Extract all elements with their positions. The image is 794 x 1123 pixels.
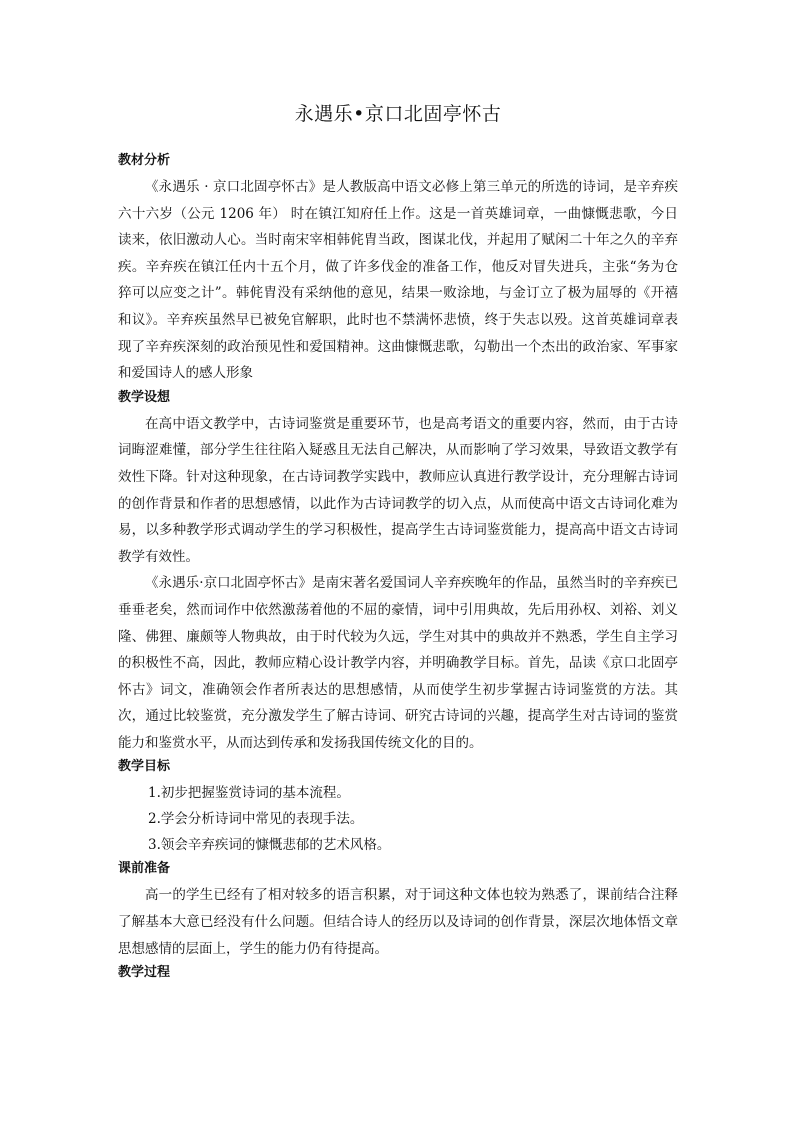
goal-item-2: 2.学会分析诗词中常见的表现手法。 — [148, 811, 364, 828]
document-page — [118, 100, 678, 986]
section-process — [118, 962, 678, 984]
section-heading-prep: 课前准备 — [118, 861, 171, 877]
goal-item-3: 3.领会辛弃疾词的慷慨悲郁的艺术风格。 — [148, 837, 391, 854]
section-prep — [118, 858, 678, 962]
section-heading-goals: 教学目标 — [118, 759, 171, 775]
section-heading-design: 教学设想 — [118, 389, 171, 405]
design-paragraph-2: 《永遇乐·京口北固亭怀古》是南宋著名爱国词人辛弃疾晚年的作品，虽然当时的辛弃疾已垂垂老矣，然而词作中依然激荡着他的不屈的豪情，词中引用典故，先后用孙权、刘裕、刘义隆、佛狸、廉颇等人物典故，由于时代较为久远，学生对其中的典故并不熟悉，学生自主学习的积极性不高，因此，教师应精心设计教学内容，并明确教学目标。首先，品读《京口北固亭怀古》词文，准确领会作者所表达的思想感情，从而使学生初步掌握古诗词鉴赏的方法。其次，通过比较鉴赏，充分激发学生了解古诗词、研究古诗词的兴趣，提高学生对古诗词的鉴赏能力和鉴赏水平，从而达到传承和发扬我国传统文化的目的。 — [118, 575, 678, 751]
section-design — [118, 387, 678, 757]
section-goals — [118, 756, 678, 858]
section-analysis — [118, 150, 678, 387]
goal-item-1: 1.初步把握鉴赏诗词的基本流程。 — [148, 785, 350, 802]
document-title: 永遇乐•京口北固亭怀古 — [294, 103, 502, 125]
section-heading-analysis: 教材分析 — [118, 153, 171, 168]
analysis-paragraph: 《永遇乐 · 京口北固亭怀古》是人教版高中语文必修上第三单元的所选的诗词，是辛弃疾六十六岁（公元 1206 年） 时在镇江知府任上作。这是一首英雄词章，一曲慷慨悲歌，今日读来，依旧激动人心。当时南宋宰相韩侂胄当政，图谋北伐，并起用了赋闲二十年之久的辛弃疾。辛弃疾在镇江任内十五个月，做了许多伐金的准备工作，他反对冒失进兵，主张“务为仓猝可以应变之计”。韩侂胄没有采纳他的意见，结果一败涂地，与金订立了极为屈辱的《开禧和议》。辛弃疾虽然早已被免官解职，此时也不禁满怀悲愤，终于失志以殁。这首英雄词章表现了辛弃疾深刻的政治预见性和爱国精神。这曲慷慨悲歌，勾勒出一个杰出的政治家、军事家和爱国诗人的感人形象 — [118, 179, 678, 382]
section-heading-process: 教学过程 — [118, 965, 171, 981]
design-paragraph-1: 在高中语文教学中，古诗词鉴赏是重要环节，也是高考语文的重要内容，然而，由于古诗词晦涩难懂，部分学生往往陷入疑惑且无法自己解决，从而影响了学习效果，导致语文教学有效性下降。针对这种现象，在古诗词教学实践中，教师应认真进行教学设计，充分理解古诗词的创作背景和作者的思想感情，以此作为古诗词教学的切入点，从而使高中语文古诗词化难为易，以多种教学形式调动学生的学习积极性，提高学生古诗词鉴赏能力，提高高中语文古诗词教学有效性。 — [118, 415, 678, 565]
prep-paragraph: 高一的学生已经有了相对较多的语言积累，对于词这种文体也较为熟悉了，课前结合注释了解基本大意已经没有什么问题。但结合诗人的经历以及诗词的创作背景，深层次地体悟文章思想感情的层面上，学生的能力仍有待提高。 — [118, 887, 678, 957]
